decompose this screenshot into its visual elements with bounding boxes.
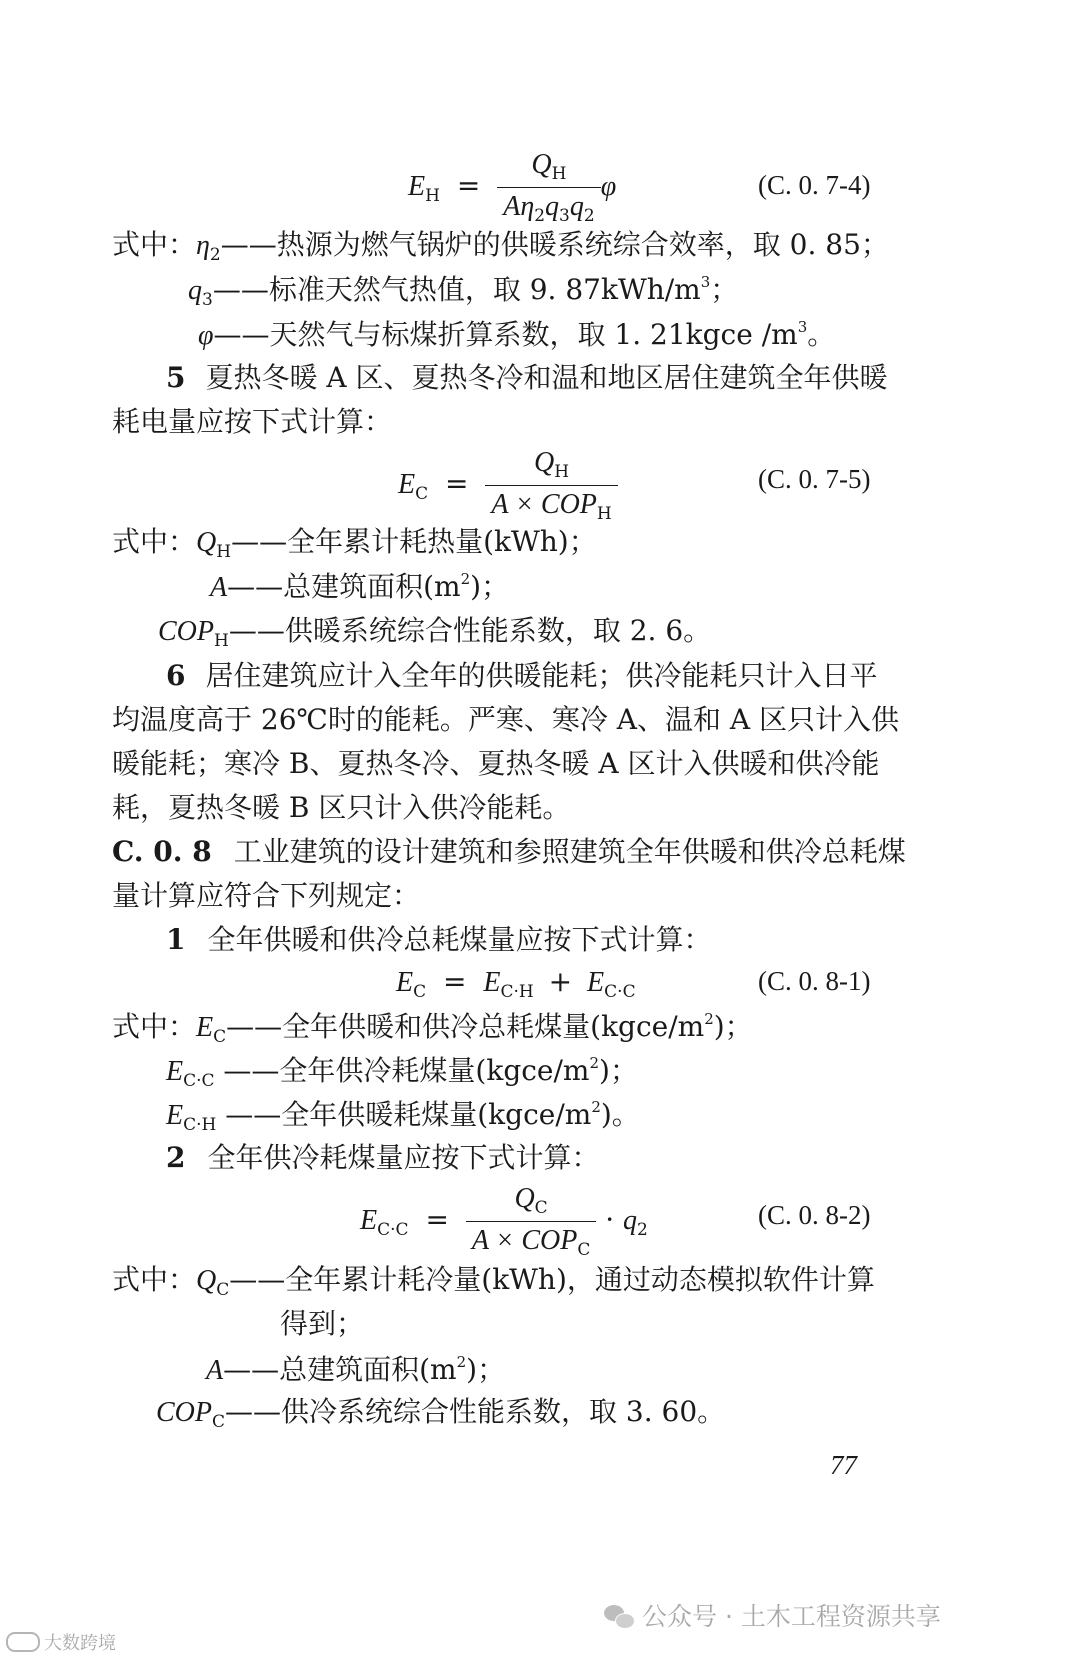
def-ecc: $E_{C\cdot C}$ ——全年供冷耗煤量$(kgce/m^2)$；: [166, 1054, 638, 1091]
watermark-left: 大数跨境: [6, 1632, 116, 1653]
def-a: A——总建筑面积$(m^2)$；: [210, 570, 510, 603]
equation-c081: $E_C = E_{C\cdot H} + E_{C\cdot C}$: [396, 965, 636, 1002]
equation-number-c082: (C. 0. 8-2): [758, 1200, 871, 1230]
page-number: 77: [830, 1450, 857, 1480]
def-phi: φ——天然气与标煤折算系数，取 1. 21kgce $/m^3$。: [198, 318, 836, 351]
watermark-right: 公众号 · 土木工程资源共享: [604, 1604, 941, 1629]
item-1: 1 全年供暖和供冷总耗煤量应按下式计算：: [166, 923, 712, 956]
watermark-logo-icon: [6, 1632, 40, 1652]
def-q3: $q_3——$标准天然气热值，取 9. $87kWh/m^3$；: [188, 273, 739, 310]
def-qc: 式中：$Q_C——$全年累计耗冷量(kWh)，通过动态模拟软件计算: [112, 1263, 875, 1300]
def-qc-continuation: 得到；: [280, 1307, 365, 1340]
item-2: 2 全年供冷耗煤量应按下式计算：: [166, 1141, 600, 1174]
def-eta2: 式中：$\eta_2——$热源为燃气锅炉的供暖系统综合效率，取 0. 85；: [112, 228, 889, 265]
paragraph-6-line-2: 均温度高于 26℃时的能耗。严寒、寒冷 A、温和 A 区只计入供: [112, 703, 899, 736]
equation-number-c074: (C. 0. 7-4): [758, 170, 871, 200]
def-coph: $COP_H——$供暖系统综合性能系数，取 2. 6。: [158, 614, 712, 651]
def-qh: 式中：$Q_H——$全年累计耗热量(kWh)；: [112, 525, 597, 562]
def-ec: 式中：$E_C——$全年供暖和供冷总耗煤量$(kgce/m^2)$；: [112, 1010, 753, 1047]
equation-c074: $E_H$ = $\frac{Q_H}{A\eta_2q_3q_2}$ φ: [408, 149, 617, 226]
clause-c08-line-1: C. 0. 8 工业建筑的设计建筑和参照建筑全年供暖和供冷总耗煤: [112, 835, 906, 868]
paragraph-5-line-2: 耗电量应按下式计算：: [112, 405, 393, 438]
paragraph-6-line-4: 耗，夏热冬暖 B 区只计入供冷能耗。: [112, 791, 571, 824]
equation-number-c081: (C. 0. 8-1): [758, 966, 871, 996]
wechat-icon: [604, 1605, 634, 1629]
def-ech: $E_{C\cdot H}$ ——全年供暖耗煤量$(kgce/m^2)$。: [166, 1098, 640, 1135]
equation-c075: $E_C$ = $\frac{Q_H}{A \times COP_H}$: [398, 448, 618, 523]
paragraph-5-line-1: 5 夏热冬暖 A 区、夏热冬冷和温和地区居住建筑全年供暖: [166, 361, 888, 394]
paragraph-6-line-1: 6 居住建筑应计入全年的供暖能耗；供冷能耗只计入日平: [166, 659, 878, 692]
clause-c08-line-2: 量计算应符合下列规定：: [112, 879, 421, 912]
paragraph-6-line-3: 暖能耗；寒冷 B、夏热冬冷、夏热冬暖 A 区计入供暖和供冷能: [112, 747, 880, 780]
equation-number-c075: (C. 0. 7-5): [758, 464, 871, 494]
def-copc: $COP_C——$供冷系统综合性能系数，取 3. 60。: [156, 1395, 726, 1432]
equation-c082: $E_{C\cdot C}$ = $\frac{Q_C}{A \times COP_C}$ · $q_2$: [360, 1183, 648, 1260]
def-a-2: A——总建筑面积$(m^2)$；: [206, 1353, 506, 1386]
